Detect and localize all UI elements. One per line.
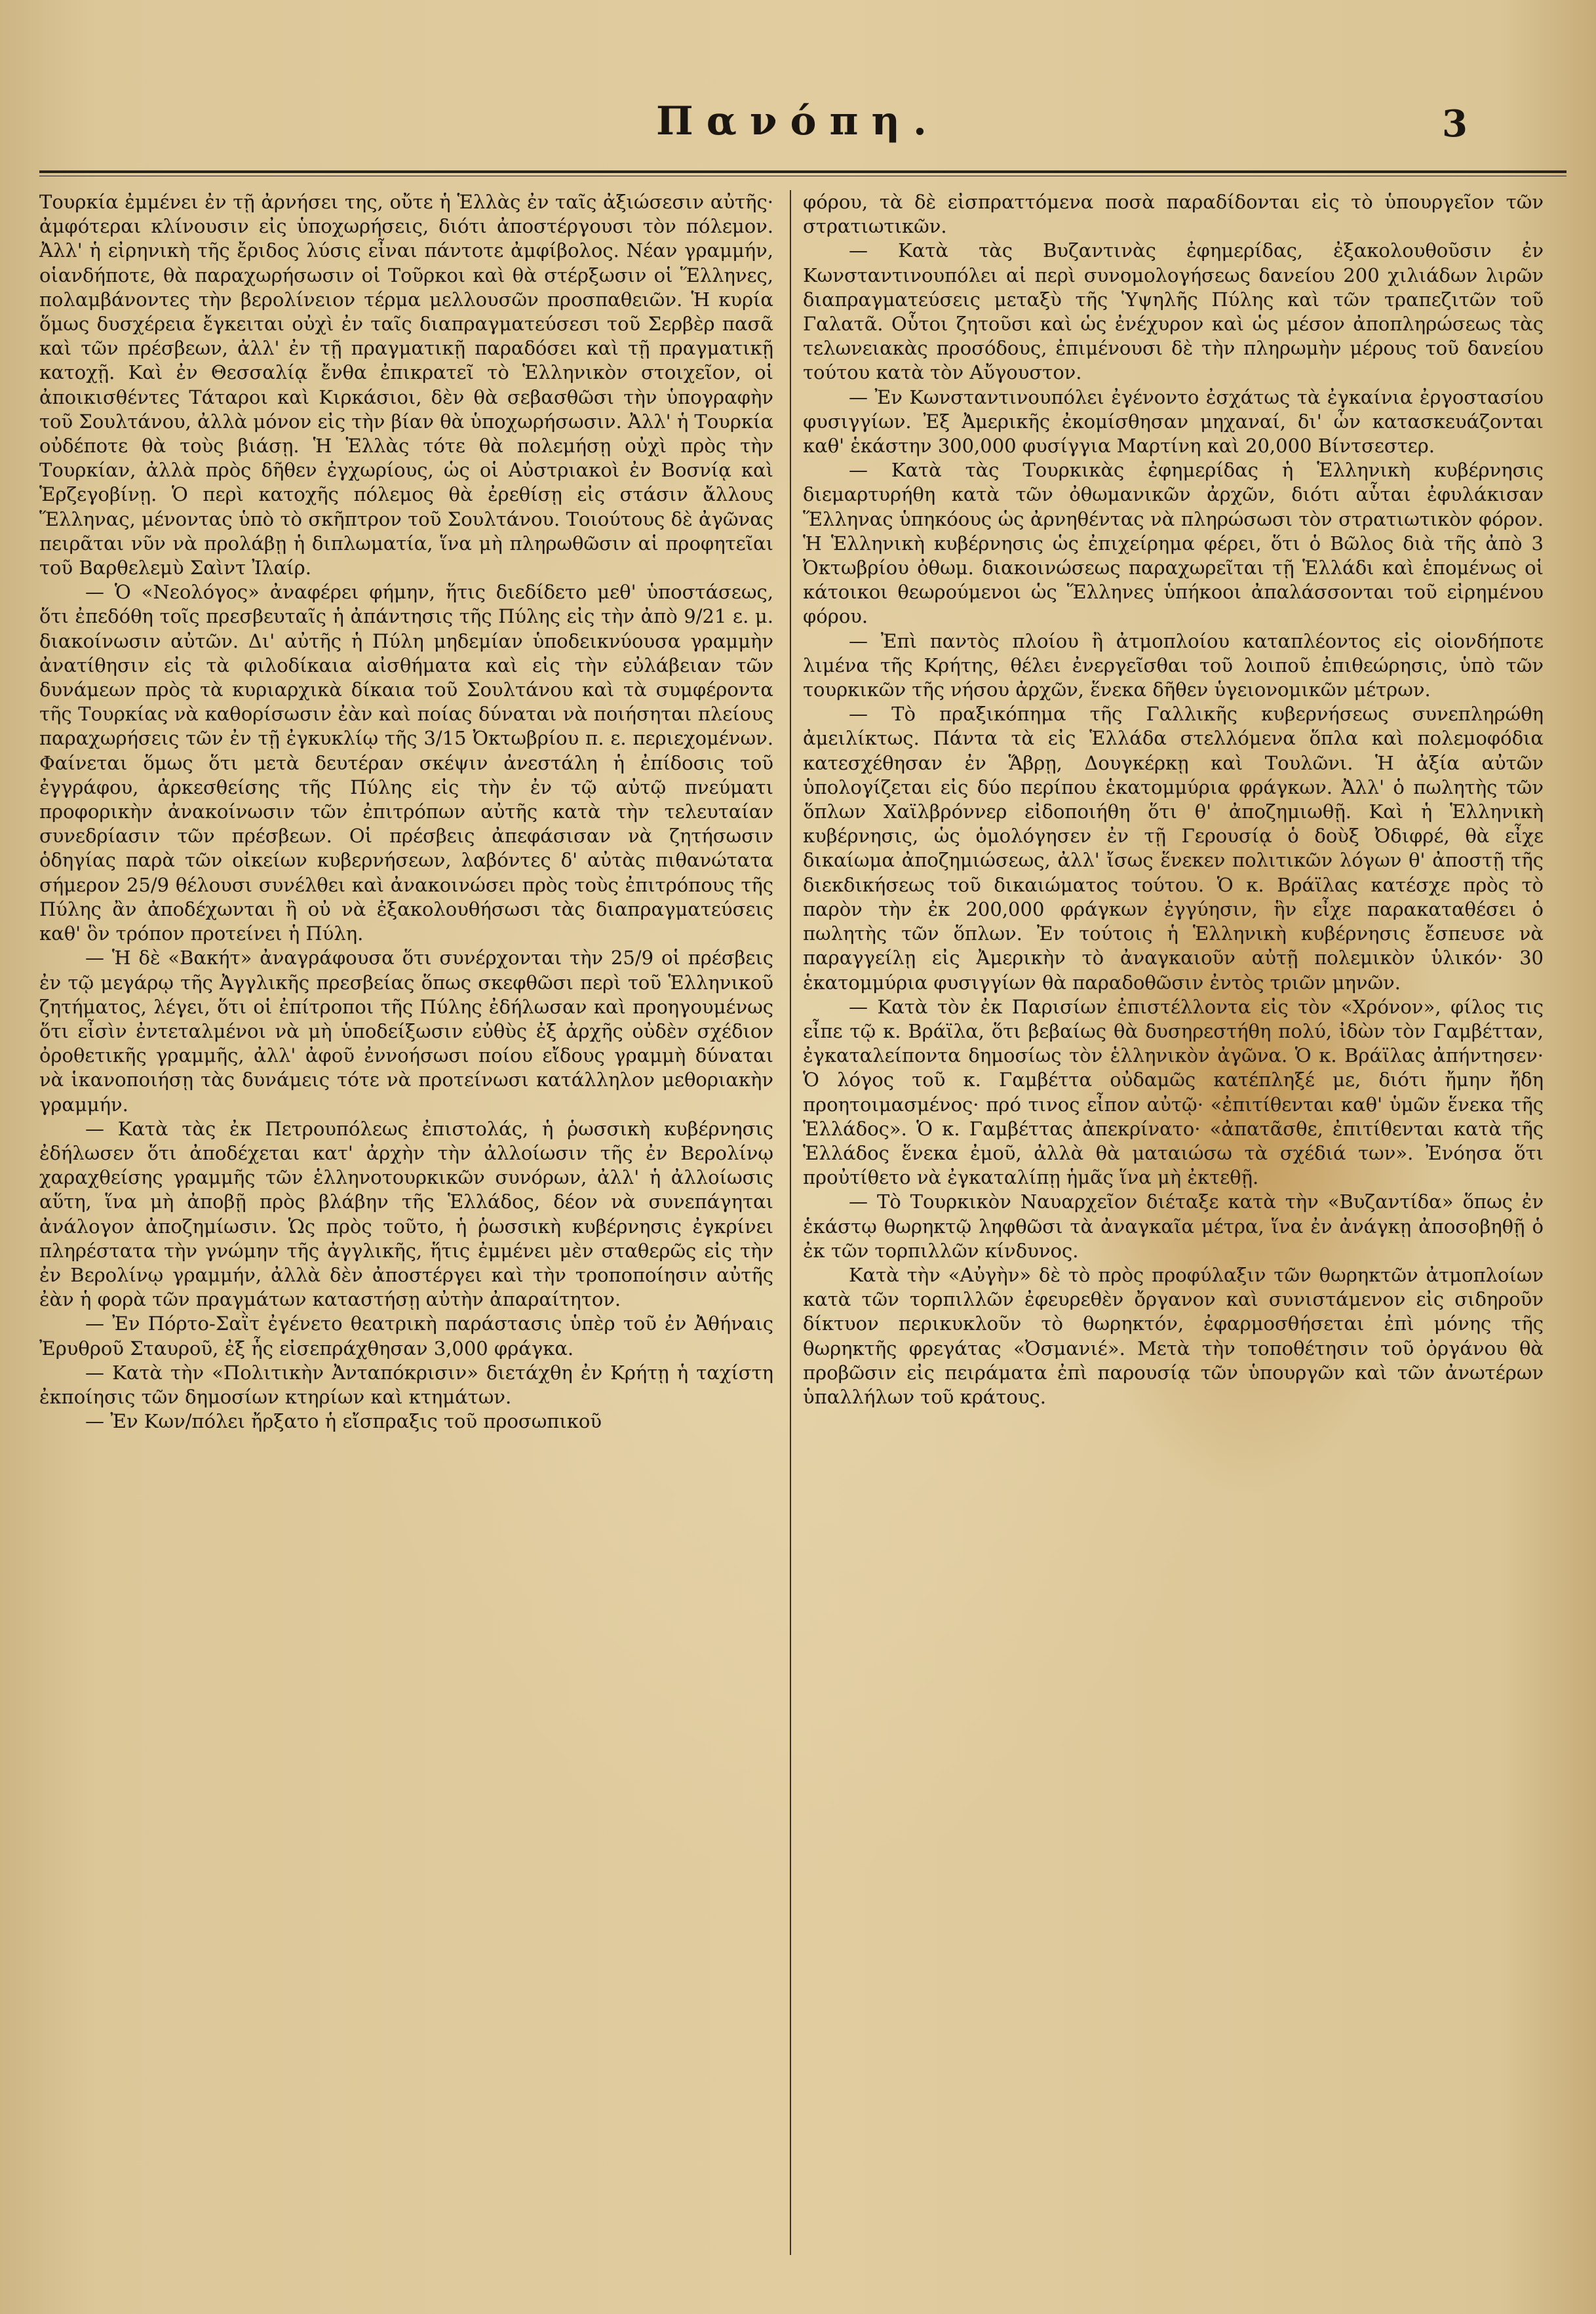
news-item: — Ἐν Πόρτο-Σαῒτ ἐγένετο θεατρικὴ παράστασις ὑπὲρ τοῦ ἐν Ἀθήναις Ἐρυθροῦ Σταυροῦ, ἐξ ἧς εἰσεπράχθησαν 3,000 φράγκα. xyxy=(39,1312,773,1360)
news-item: — Ἐν Κωνσταντινουπόλει ἐγένοντο ἐσχάτως τὰ ἐγκαίνια ἐργοστασίου φυσιγγίων. Ἐξ Ἀμερικῆς ἐκομίσθησαν μηχαναί, δι' ὧν κατασκευάζονται καθ' ἑκάστην 300,000 φυσίγγια Μαρτίνη καὶ 20,000 Βίντσεστερ. xyxy=(803,385,1544,458)
header-rule xyxy=(39,170,1567,173)
news-item: — Κατὰ τὰς Τουρκικὰς ἐφημερίδας ἡ Ἑλληνικὴ κυβέρνησις διεμαρτυρήθη κατὰ τῶν ὀθωμανικῶν ἀρχῶν, διότι αὗται ἐφυλάκισαν Ἕλληνας ὑπηκόους ὡς ἀρνηθέντας νὰ πληρώσωσι τὸν στρατιωτικὸν φόρον. Ἡ Ἑλληνικὴ κυβέρνησις ὡς ἐπιχείρημα φέρει, ὅτι ὁ Βῶλος διὰ τῆς ἀπὸ 3 Ὀκτωβρίου ὀθωμ. διακοινώσεως παραχωρεῖται τῇ Ἑλλάδι καὶ ἑπομένως οἱ κάτοικοι θεωρούμενοι ὡς Ἕλληνες ὑπήκοοι ἀπαλάσσονται τοῦ εἰρημένου φόρου. xyxy=(803,459,1544,628)
news-item: — Ἡ δὲ «Βακήτ» ἀναγράφουσα ὅτι συνέρχονται τὴν 25/9 οἱ πρέσβεις ἐν τῷ μεγάρῳ τῆς Ἀγγλικῆς πρεσβείας ὅπως σκεφθῶσι περὶ τοῦ Ἑλληνικοῦ ζητήματος, λέγει, ὅτι οἱ ἐπίτροποι τῆς Πύλης ἐδήλωσαν καὶ προηγουμένως ὅτι εἶσὶν ἐντεταλμένοι νὰ μὴ ὑποδείξωσιν εὐθὺς ἐξ ἀρχῆς οὐδὲν σχέδιον ὀροθετικῆς γραμμῆς, ἀλλ' ἀφοῦ ἐννοήσωσι ποίου εἴδους γραμμὴ δύναται νὰ ἱκανοποιήσῃ τὰς δυνάμεις τότε νὰ προτείνωσι κατάλληλον μεθοριακὴν γραμμήν. xyxy=(39,947,773,1116)
news-item: — Ἐπὶ παντὸς πλοίου ἢ ἀτμοπλοίου καταπλέοντος εἰς οἱονδήποτε λιμένα τῆς Κρήτης, θέλει ἐνεργεῖσθαι τοῦ λοιποῦ ἐπιθεώρησις, ὑπὸ τῶν τουρκικῶν τῆς νήσου ἀρχῶν, ἕνεκα δῆθεν ὑγειονομικῶν μέτρων. xyxy=(803,629,1544,701)
left-column xyxy=(39,190,773,1434)
news-item: — Τὸ Τουρκικὸν Ναυαρχεῖον διέταξε κατὰ τὴν «Βυζαντίδα» ὅπως ἐν ἑκάστῳ θωρηκτῷ ληφθῶσι τὰ ἀναγκαῖα μέτρα, ἵνα ἐν ἀνάγκῃ ἀποσοβηθῇ ὁ ἐκ τῶν τορπιλλῶν κίνδυνος. xyxy=(803,1190,1544,1262)
news-item: — Κατὰ τὴν «Πολιτικὴν Ἀνταπόκρισιν» διετάχθη ἐν Κρήτῃ ἡ ταχίστη ἐκποίησις τῶν δημοσίων κτηρίων καὶ κτημάτων. xyxy=(39,1361,773,1408)
column-divider xyxy=(790,190,791,2255)
article-paragraph: Τουρκία ἐμμένει ἐν τῇ ἀρνήσει της, οὔτε ἡ Ἑλλὰς ἐν ταῖς ἀξιώσεσιν αὐτῆς· ἀμφότεραι κλίνουσιν εἰς ὑποχωρήσεις, διότι ἀποστέργουσι τὸν πόλεμον. Ἀλλ' ἡ εἰρηνικὴ τῆς ἔριδος λύσις εἶναι πάντοτε ἀμφίβολος. Νέαν γραμμήν, οἱανδήποτε, θὰ παραχωρήσωσιν οἱ Τοῦρκοι καὶ θὰ στέρξωσιν οἱ Ἕλληνες, πολαμβάνοντες τὴν βερολίνειον τέρμα μελλουσῶν προσπαθειῶν. Ἡ κυρία ὅμως δυσχέρεια ἔγκειται οὐχὶ ἐν ταῖς διαπραγματεύσεσι τοῦ Σερβὲρ πασᾶ καὶ τῶν πρέσβεων, ἀλλ' ἐν τῇ πραγματικῇ παραδόσει καὶ τῇ πραγματικῇ κατοχῇ. Καὶ ἐν Θεσσαλίᾳ ἔνθα ἐπικρατεῖ τὸ Ἑλληνικὸν στοιχεῖον, οἱ ἀποικισθέντες Τάταροι καὶ Κιρκάσιοι, δὲν θὰ σεβασθῶσι τὴν ὑπογραφὴν τοῦ Σουλτάνου, ἀλλὰ μόνον εἰς τὴν βίαν θὰ ὑποχωρήσωσιν. Ἀλλ' ἡ Τουρκία οὐδέποτε θὰ τοὺς βιάσῃ. Ἡ Ἑλλὰς τότε θὰ πολεμήσῃ οὐχὶ πρὸς τὴν Τουρκίαν, ἀλλὰ πρὸς δῆθεν ἐγχωρίους, ὡς οἱ Αὐστριακοὶ ἐν Βοσνίᾳ καὶ Ἑρζεγοβίνῃ. Ὁ περὶ κατοχῆς πόλεμος θὰ ἐρεθίσῃ εἰς στάσιν ἄλλους Ἕλληνας, μένοντας ὑπὸ τὸ σκῆπτρον τοῦ Σουλτάνου. Τοιούτους δὲ ἀγῶνας πειρᾶται νῦν νὰ προλάβῃ ἡ διπλωματία, ἵνα μὴ πληρωθῶσιν αἱ προφητεῖαι τοῦ Βαρθελεμὺ Σαὶντ Ἰλαίρ. xyxy=(39,191,773,579)
article-paragraph: φόρου, τὰ δὲ εἰσπραττόμενα ποσὰ παραδίδονται εἰς τὸ ὑπουργεῖον τῶν στρατιωτικῶν. xyxy=(803,191,1544,238)
news-item: — Τὸ πραξικόπημα τῆς Γαλλικῆς κυβερνήσεως συνεπληρώθη ἀμειλίκτως. Πάντα τὰ εἰς Ἑλλάδα στελλόμενα ὅπλα καὶ πολεμοφόδια κατεσχέθησαν ἐν Ἅβρῃ, Δουγκέρκῃ καὶ Τουλῶνι. Ἡ ἀξία αὐτῶν ὑπολογίζεται εἰς δύο περίπου ἑκατομμύρια φράγκων. Ἀλλ' ὁ πωλητὴς τῶν ὅπλων Χαϊλβρόννερ εἰδοποιήθη ὅτι θ' ἀποζημιωθῇ. Καὶ ἡ Ἑλληνικὴ κυβέρνησις, ὡς ὁμολόγησεν ἐν τῇ Γερουσίᾳ ὁ δοὺξ Ὀδιφρέ, θὰ εἶχε δικαίωμα ἀποζημιώσεως, ἀλλ' ἴσως ἕνεκεν πολιτικῶν λόγων θ' ἀποστῇ τῆς διεκδικήσεως τοῦ δικαιώματος τούτου. Ὁ κ. Βράϊλας κατέσχε πρὸς τὸ παρὸν τὴν ἐκ 200,000 φράγκων ἐγγύησιν, ἣν εἶχε παρακαταθέσει ὁ πωλητὴς τῶν ὅπλων. Ἐν τούτοις ἡ Ἑλληνικὴ κυβέρνησις ἔσπευσε νὰ παραγγείλῃ εἰς Ἀμερικὴν τὸ ἀναγκαιοῦν αὐτῇ πολεμικὸν ὑλικόν· 30 ἑκατομμύρια φυσιγγίων θὰ παραδοθῶσιν ἐντὸς τριῶν μηνῶν. xyxy=(803,703,1544,994)
news-item: — Ὁ «Νεολόγος» ἀναφέρει φήμην, ἥτις διεδίδετο μεθ' ὑποστάσεως, ὅτι ἐπεδόθη τοῖς πρεσβευταῖς ἡ ἀπάντησις τῆς Πύλης εἰς τὴν ἀπὸ 9/21 ε. μ. διακοίνωσιν αὐτῶν. Δι' αὐτῆς ἡ Πύλη μηδεμίαν ὑποδεικνύουσα γραμμὴν ἀνατίθησιν εἰς τὰ φιλοδίκαια αἰσθήματα καὶ εἰς τὴν εὐλάβειαν τῶν δυνάμεων πρὸς τὰ κυριαρχικὰ δίκαια τοῦ Σουλτάνου καὶ τὰ συμφέροντα τῆς Τουρκίας νὰ καθορίσωσιν ἐὰν καὶ ποίας δύναται νὰ ποιήσηται πλείους παραχωρήσεις τῶν ἐν τῇ ἐγκυκλίῳ τῆς 3/15 Ὀκτωβρίου π. ε. περιεχομένων. Φαίνεται ὅμως ὅτι μετὰ δευτέραν σκέψιν ἀνεστάλη ἡ ἐπίδοσις τοῦ ἐγγράφου, ἀρκεσθείσης τῆς Πύλης εἰς τὴν ἐν τῷ αὐτῷ πνεύματι προφορικὴν ἀνακοίνωσιν τῶν ἐπιτρόπων αὐτῆς κατὰ τὴν τελευταίαν συνεδρίασιν τῶν πρέσβεων. Οἱ πρέσβεις ἀπεφάσισαν νὰ ζητήσωσιν ὁδηγίας παρὰ τῶν οἰκείων κυβερνήσεων, λαβόντες δ' αὐτὰς πιθανώτατα σήμερον 25/9 θέλουσι συνέλθει καὶ ἀνακοινώσει πρὸς τοὺς ἐπιτρόπους τῆς Πύλης ἂν ἀποδέχωνται ἢ οὐ νὰ ἐξακολουθήσωσι τὰς διαπραγματεύσεις καθ' ὃν τρόπον προτείνει ἡ Πύλη. xyxy=(39,581,773,945)
news-item: — Ἐν Κων/πόλει ἤρξατο ἡ εἴσπραξις τοῦ προσωπικοῦ xyxy=(85,1410,602,1433)
news-item: — Κατὰ τὰς ἐκ Πετρουπόλεως ἐπιστολάς, ἡ ῥωσσικὴ κυβέρνησις ἐδήλωσεν ὅτι ἀποδέχεται κατ' ἀρχὴν τὴν ἀλλοίωσιν τῆς ἐν Βερολίνῳ χαραχθείσης γραμμῆς τῶν ἑλληνοτουρκικῶν συνόρων, ἀλλ' ἡ ἀλλοίωσις αὕτη, ἵνα μὴ ἀποβῇ πρὸς βλάβην τῆς Ἑλλάδος, δέον νὰ συνεπάγηται ἀνάλογον ἀποζημίωσιν. Ὡς πρὸς τοῦτο, ἡ ῥωσσικὴ κυβέρνησις ἐγκρίνει πληρέστατα τὴν γνώμην τῆς ἀγγλικῆς, ἥτις ἐμμένει μὲν σταθερῶς εἰς τὴν ἐν Βερολίνῳ γραμμήν, ἀλλὰ δὲν ἀποστέργει καὶ τὴν τροποποίησιν αὐτῆς ἐὰν ἡ φορὰ τῶν πραγμάτων καταστήσῃ αὐτὴν ἀπαραίτητον. xyxy=(39,1117,773,1311)
news-item: — Κατὰ τὰς Βυζαντινὰς ἐφημερίδας, ἐξακολουθοῦσιν ἐν Κωνσταντινουπόλει αἱ περὶ συνομολογήσεως δανείου 200 χιλιάδων λιρῶν διαπραγματεύσεις μεταξὺ τῆς Ὑψηλῆς Πύλης καὶ τῶν τραπεζιτῶν τοῦ Γαλατᾶ. Οὗτοι ζητοῦσι καὶ ὡς ἐνέχυρον καὶ ὡς μέσον ἀποπληρώσεως τὰς τελωνειακὰς προσόδους, ἐπιμένουσι δὲ τὴν πληρωμὴν μέρους τοῦ δανείου τούτου κατὰ τὸν Αὔγουστον. xyxy=(803,239,1544,384)
newspaper-title: Πανόπη. xyxy=(656,98,940,144)
right-column xyxy=(803,190,1544,1409)
news-item: — Κατὰ τὸν ἐκ Παρισίων ἐπιστέλλοντα εἰς τὸν «Χρόνον», φίλος τις εἶπε τῷ κ. Βράϊλα, ὅτι βεβαίως θὰ δυσηρεστήθη πολύ, ἰδὼν τὸν Γαμβέτταν, ἐγκαταλείποντα δημοσίως τὸν ἑλληνικὸν ἀγῶνα. Ὁ κ. Βράϊλας ἀπήντησεν· Ὁ λόγος τοῦ κ. Γαμβέττα οὐδαμῶς κατέπληξέ με, διότι ἤμην ἤδη προητοιμασμένος· πρό τινος εἶπον αὐτῷ· «ἐπιτίθενται καθ' ὑμῶν ἕνεκα τῆς Ἑλλάδος». Ὁ κ. Γαμβέττας ἀπεκρίνατο· «ἀπατᾶσθε, ἐπιτίθενται κατὰ τῆς Ἑλλάδος ἕνεκα ἐμοῦ, ἀλλὰ θὰ ματαιώσω τὰ σχέδιά των». Ἐνόησα ὅτι προὐτίθετο νὰ ἐγκαταλίπῃ ἡμᾶς ἵνα μὴ ἐκτεθῇ. xyxy=(803,995,1544,1189)
news-item: Κατὰ τὴν «Αὐγὴν» δὲ τὸ πρὸς προφύλαξιν τῶν θωρηκτῶν ἀτμοπλοίων κατὰ τῶν τορπιλλῶν ἐφευρεθὲν ὄργανον καὶ συνιστάμενον εἰς σιδηροῦν δίκτυον περικυκλοῦν τὸ θωρηκτόν, ἐφαρμοσθήσεται ἐπὶ μόνης τῆς θωρηκτῆς φρεγάτας «Ὀσμανιέ». Μετὰ τὴν τοποθέτησιν τοῦ ὀργάνου θὰ προβῶσιν εἰς πειράματα ἐπὶ παρουσίᾳ τῶν ὑπουργῶν καὶ τῶν ἀνωτέρων ὑπαλλήλων τοῦ κράτους. xyxy=(803,1263,1544,1408)
page-number: 3 xyxy=(1442,102,1468,146)
page-header xyxy=(0,85,1596,164)
